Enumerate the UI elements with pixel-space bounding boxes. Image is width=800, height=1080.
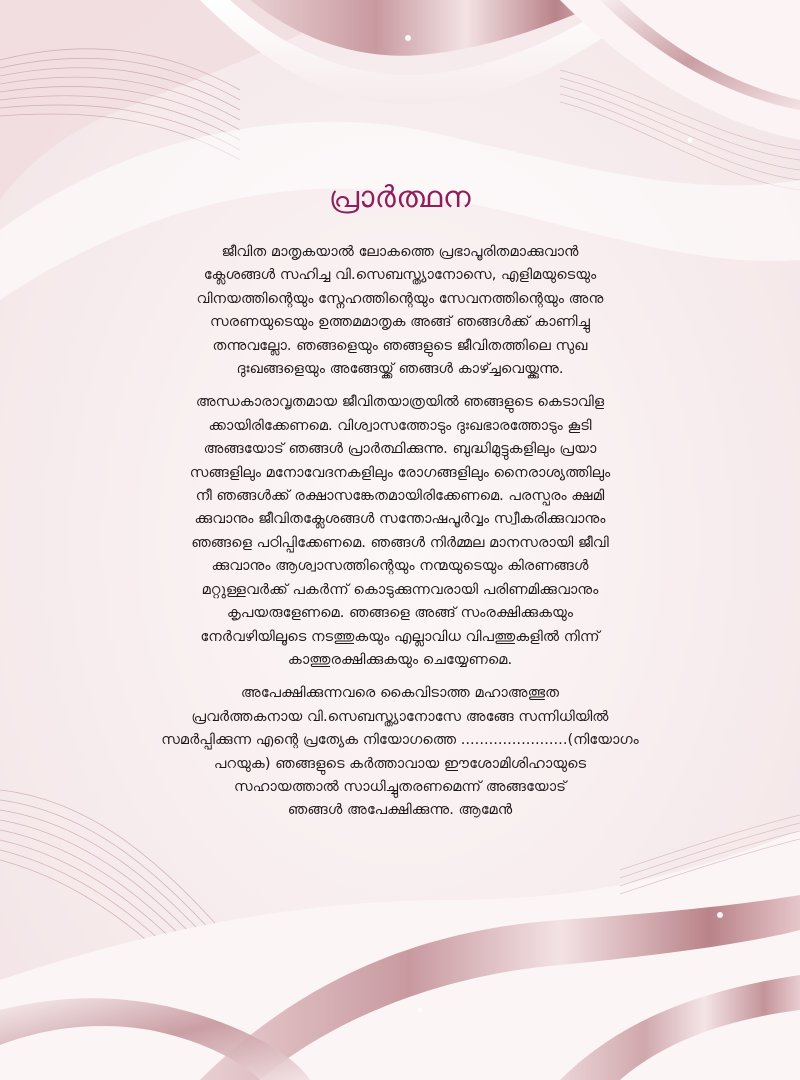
prayer-title: പ്രാർത്ഥന <box>328 180 472 215</box>
prayer-line: നീ ഞങ്ങൾക്ക് രക്ഷാസങ്കേതമായിരിക്കേണമെ. പരസ്പരം ക്ഷമി <box>195 487 605 505</box>
prayer-line: പ്രവർത്തകനായ വി.സെബസ്ത്യാനോസേ അങ്ങേ സന്നിധിയിൽ <box>191 707 609 725</box>
prayer-line: സഹായത്താൽ സാധിച്ചുതരണമെന്ന് അങ്ങയോട് <box>233 777 567 795</box>
prayer-line: ജീവിത മാതൃകയാൽ ലോകത്തെ പ്രഭാപൂരിതമാക്കുവാൻ <box>221 243 579 260</box>
prayer-line: അങ്ങയോട് ഞങ്ങൾ പ്രാർത്ഥിക്കുന്നു. ബുദ്ധിമുട്ടുകളിലും പ്രയാ <box>203 440 597 458</box>
prayer-line: സരണയുടെയും ഉത്തമമാതൃക അങ്ങ് ഞങ്ങൾക്ക് കാണിച്ചു <box>209 313 591 331</box>
prayer-paragraph-3 <box>150 681 650 821</box>
prayer-paragraph-2 <box>150 390 650 671</box>
prayer-line: വിനയത്തിന്റെയും സ്നേഹത്തിന്റെയും സേവനത്തിന്റെയും അനു <box>196 289 604 307</box>
prayer-line: അപേക്ഷിക്കുന്നവരെ കൈവിടാത്ത മഹാഅത്ഭുത <box>240 684 560 702</box>
prayer-line: ക്കായിരിക്കേണമെ. വിശ്വാസത്തോടും ദുഃഖഭാരത്തോടും കൂടി <box>208 416 592 434</box>
prayer-line: അന്ധകാരാവൃതമായ ജീവിതയാത്രയിൽ ഞങ്ങളുടെ കെടാവിള <box>195 393 605 411</box>
prayer-line: നേർവഴിയിലൂടെ നടത്തുകയും എല്ലാവിധ വിപത്തുകളിൽ നിന്ന് <box>200 627 600 645</box>
prayer-line: കാത്തുരക്ഷിക്കുകയും ചെയ്യേണമെ. <box>287 650 513 668</box>
prayer-body <box>150 240 650 832</box>
prayer-line: ക്കുവാനും ജീവിതക്ലേശങ്ങൾ സന്തോഷപൂർവ്വം സ്വീകരിക്കുവാനും <box>194 510 606 528</box>
prayer-paragraph-1 <box>150 240 650 380</box>
prayer-line: ദുഃഖങ്ങളെയും അങ്ങേയ്ക്ക് ഞങ്ങൾ കാഴ്ച്ചവെയ്ക്കുന്നു. <box>236 360 564 378</box>
prayer-line: പറയുക) ഞങ്ങളുടെ കർത്താവായ ഈശോമിശിഹായുടെ <box>213 754 587 772</box>
prayer-line: കൃപയരുളേണമെ. ഞങ്ങളെ അങ്ങ് സംരക്ഷിക്കുകയും <box>226 604 574 622</box>
prayer-line: സമർപ്പിക്കുന്ന എന്റെ പ്രത്യേക നിയോഗത്തെ .......................(നിയോഗം <box>161 731 639 749</box>
prayer-line: സങ്ങളിലും മനോവേദനകളിലും രോഗങ്ങളിലും നൈരാശ്യത്തിലും <box>189 463 611 481</box>
prayer-line: മറ്റുള്ളവർക്ക് പകർന്ന് കൊടുക്കുന്നവരായി പരിണമിക്കുവാനും <box>201 580 599 598</box>
prayer-line: തന്നുവല്ലോ. ഞങ്ങളെയും ഞങ്ങളുടെ ജീവിതത്തിലെ സുഖ <box>212 336 588 354</box>
prayer-line: ക്കുവാനും ആശ്വാസത്തിന്റെയും നന്മയുടെയും കിരണങ്ങൾ <box>211 557 589 575</box>
prayer-line: ഞങ്ങൾ അപേക്ഷിക്കുന്നു. ആമേൻ <box>287 801 513 819</box>
prayer-line: ക്ലേശങ്ങൾ സഹിച്ച വി.സെബസ്ത്യാനോസെ, എളിമയുടെയും <box>203 266 597 284</box>
prayer-line: ഞങ്ങളെ പഠിപ്പിക്കേണമെ. ഞങ്ങൾ നിർമ്മല മാനസരായി ജീവി <box>191 533 609 551</box>
